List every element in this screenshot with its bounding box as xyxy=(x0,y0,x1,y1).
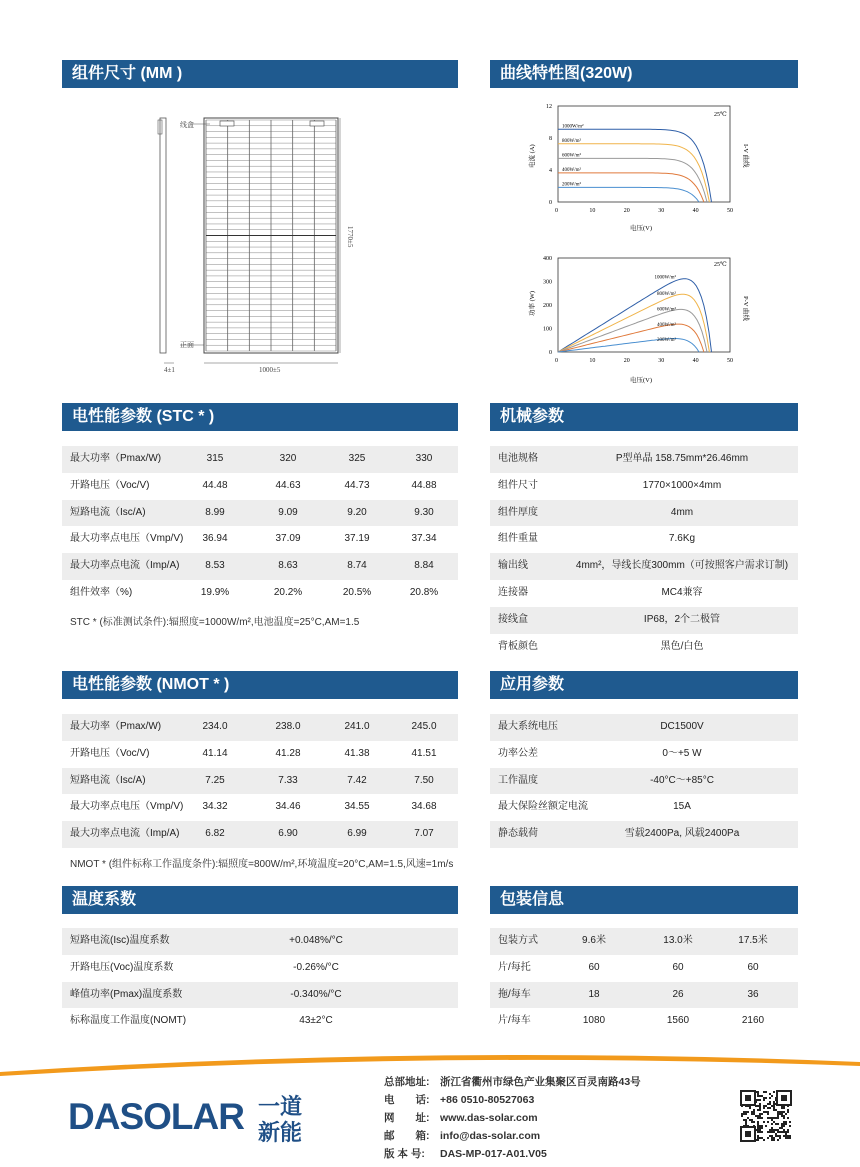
row-value: -0.26%/°C xyxy=(293,961,339,973)
row-label: 组件重量 xyxy=(498,533,538,545)
contact-key: 网 址: xyxy=(384,1112,430,1124)
row-label: 最大功率（Pmax/W) xyxy=(70,453,162,464)
row-value: 7.6Kg xyxy=(668,533,696,545)
row-value: 9.20 xyxy=(347,506,367,518)
row-value: 7.50 xyxy=(414,774,434,786)
x-tick-label: 20 xyxy=(623,358,630,364)
row-value: 雪载2400Pa, 风载2400Pa xyxy=(624,828,740,840)
table-row xyxy=(62,982,458,1009)
table-row xyxy=(490,446,798,473)
iv-temp-label: 25℃ xyxy=(714,112,727,118)
section-header-curve: 曲线特性图(320W) xyxy=(490,60,798,88)
table-row xyxy=(490,982,798,1009)
row-value: 18 xyxy=(588,988,600,1000)
table-row xyxy=(490,473,798,500)
row-label: 最大功率（Pmax/W) xyxy=(70,721,162,732)
table-row xyxy=(490,741,798,768)
x-tick-label: 30 xyxy=(658,208,665,214)
pv-series-label: 1000W/m² xyxy=(654,275,676,281)
row-label: 功率公差 xyxy=(498,747,538,759)
front-label: 正面 xyxy=(180,341,194,349)
table-row xyxy=(62,553,458,580)
row-value: 26 xyxy=(672,988,684,1000)
panel-dimension-drawing xyxy=(150,108,370,376)
contact-key: 版 本 号: xyxy=(384,1148,425,1160)
row-value: 330 xyxy=(415,453,433,464)
mech-table xyxy=(490,446,798,660)
pv-series-line xyxy=(558,339,699,353)
row-value: IP68，2个二极管 xyxy=(643,613,721,625)
contact-line xyxy=(384,1128,704,1146)
row-value: DC1500V xyxy=(660,721,704,732)
row-value: 7.07 xyxy=(414,828,434,840)
row-value: 44.48 xyxy=(202,479,228,491)
iv-series-label: 200W/m² xyxy=(562,182,581,188)
row-value: -40°C～+85°C xyxy=(650,774,714,786)
contact-value: +86 0510-80527063 xyxy=(440,1094,535,1106)
row-value: 8.99 xyxy=(205,506,225,518)
x-tick-label: 40 xyxy=(692,208,699,214)
pv-series-label: 800W/m² xyxy=(657,291,676,297)
app-table xyxy=(490,714,798,848)
row-label: 拖/每车 xyxy=(498,988,531,1000)
x-tick-label: 0 xyxy=(555,358,558,364)
row-value: 7.42 xyxy=(347,774,367,786)
y-tick-label: 100 xyxy=(543,326,552,333)
iv-curve-chart xyxy=(520,98,770,238)
temp-table xyxy=(62,928,458,1035)
row-value: 20.5% xyxy=(342,586,372,598)
table-row xyxy=(490,794,798,821)
table-row xyxy=(490,821,798,848)
pv-series-line xyxy=(558,309,707,352)
table-row xyxy=(62,821,458,848)
row-value: 60 xyxy=(588,961,600,973)
row-value: 8.84 xyxy=(414,560,434,572)
row-value: 315 xyxy=(206,453,224,464)
logo-cn-bottom: 新能 xyxy=(258,1120,303,1145)
row-label: 包装方式 xyxy=(498,935,538,946)
row-label: 输出线 xyxy=(498,560,528,572)
row-value: 6.99 xyxy=(347,828,367,840)
row-value: 20.8% xyxy=(409,586,439,598)
x-tick-label: 50 xyxy=(727,358,733,364)
contact-value: info@das-solar.com xyxy=(440,1130,541,1142)
row-value: 2160 xyxy=(741,1015,765,1027)
row-value: P型单晶 158.75mm*26.46mm xyxy=(615,453,749,464)
footer-contact xyxy=(384,1074,704,1164)
row-value: 34.55 xyxy=(344,801,370,813)
row-label: 最大功率点电流（Imp/A) xyxy=(70,828,180,840)
row-value: 34.68 xyxy=(411,801,437,813)
y-tick-label: 12 xyxy=(546,104,552,110)
section-header-pack: 包装信息 xyxy=(490,886,798,914)
contact-line xyxy=(384,1074,704,1092)
row-value: 8.53 xyxy=(205,560,225,572)
logo-cn-top: 一道 xyxy=(258,1094,303,1119)
x-tick-label: 10 xyxy=(589,208,596,214)
row-value: 4mm xyxy=(670,506,694,518)
iv-series-label: 600W/m² xyxy=(562,153,581,159)
row-value: 41.28 xyxy=(275,747,301,759)
iv-side-label: I-V 曲线 xyxy=(742,144,749,168)
iv-series-line xyxy=(558,158,707,202)
row-label: 短路电流(Isc)温度系数 xyxy=(70,935,170,946)
row-value: 34.46 xyxy=(275,801,301,813)
row-value: 41.14 xyxy=(202,747,228,759)
x-tick-label: 50 xyxy=(727,208,733,214)
contact-key: 电 话: xyxy=(384,1094,430,1106)
row-value: 13.0米 xyxy=(663,935,693,946)
contact-line xyxy=(384,1146,704,1164)
row-label: 背板颜色 xyxy=(498,640,538,652)
row-label: 开路电压（Voc/V) xyxy=(70,747,150,759)
y-tick-label: 0 xyxy=(549,200,552,206)
table-row xyxy=(490,1008,798,1035)
pv-series-label: 400W/m² xyxy=(657,322,676,328)
row-label: 最大系统电压 xyxy=(498,721,558,732)
x-tick-label: 40 xyxy=(692,358,699,364)
row-label: 最大功率点电压（Vmp/V) xyxy=(70,801,184,813)
y-tick-label: 400 xyxy=(543,256,552,262)
row-label: 开路电压(Voc)温度系数 xyxy=(70,961,174,973)
pv-temp-label: 25℃ xyxy=(714,262,727,268)
row-label: 片/每车 xyxy=(498,1015,531,1027)
table-row xyxy=(62,741,458,768)
table-row xyxy=(490,580,798,607)
table-row xyxy=(490,955,798,982)
row-label: 组件尺寸 xyxy=(498,479,538,491)
row-value: 15A xyxy=(673,801,691,813)
row-value: 36 xyxy=(747,988,759,1000)
x-tick-label: 10 xyxy=(589,358,596,364)
stc-note: STC * (标准测试条件):辐照度=1000W/m²,电池温度=25°C,AM=1.5 xyxy=(70,617,360,628)
row-value: MC4兼容 xyxy=(661,586,703,598)
row-value: 黑色/白色 xyxy=(660,640,704,652)
row-label: 连接器 xyxy=(498,586,528,598)
row-value: 44.63 xyxy=(275,479,301,491)
y-tick-label: 200 xyxy=(543,303,552,309)
table-row xyxy=(490,768,798,795)
table-row xyxy=(490,500,798,527)
x-tick-label: 20 xyxy=(623,208,630,214)
contact-line xyxy=(384,1110,704,1128)
row-label: 工作温度 xyxy=(498,774,538,786)
x-tick-label: 30 xyxy=(658,358,665,364)
section-header-app: 应用参数 xyxy=(490,671,798,699)
row-value: 320 xyxy=(279,453,297,464)
row-value: 41.38 xyxy=(344,747,370,759)
row-label: 片/每托 xyxy=(498,961,531,973)
nmot-table xyxy=(62,714,458,848)
table-row xyxy=(62,928,458,955)
table-row xyxy=(62,1008,458,1035)
section-header-nmot: 电性能参数 (NMOT * ) xyxy=(62,671,458,699)
row-value: 60 xyxy=(672,961,684,973)
pv-series-label: 600W/m² xyxy=(657,307,676,313)
row-value: 7.33 xyxy=(278,774,298,786)
logo-text: DASOLAR xyxy=(68,1096,244,1137)
x-tick-label: 0 xyxy=(555,208,558,214)
row-label: 最大保险丝额定电流 xyxy=(498,801,588,813)
row-value: 43±2°C xyxy=(299,1015,333,1027)
row-value: 9.6米 xyxy=(582,935,606,946)
row-label: 最大功率点电流（Imp/A) xyxy=(70,560,180,572)
table-row xyxy=(62,794,458,821)
row-value: 238.0 xyxy=(275,721,301,732)
row-value: 8.63 xyxy=(278,560,298,572)
row-label: 短路电流（Isc/A) xyxy=(70,506,146,518)
contact-value: DAS-MP-017-A01.V05 xyxy=(440,1148,547,1160)
section-header-stc: 电性能参数 (STC * ) xyxy=(62,403,458,431)
row-value: 37.34 xyxy=(411,533,437,545)
table-row xyxy=(490,928,798,955)
row-label: 短路电流（Isc/A) xyxy=(70,774,146,786)
row-label: 静态载荷 xyxy=(498,828,538,840)
row-value: 7.25 xyxy=(205,774,225,786)
row-value: 8.74 xyxy=(347,560,367,572)
nmot-note: NMOT * (组件标称工作温度条件):辐照度=800W/m²,环境温度=20°C,AM=1.5,风速=1m/s xyxy=(70,859,454,870)
junction-box-label: 线盒 xyxy=(180,121,194,129)
table-row xyxy=(62,768,458,795)
table-row xyxy=(62,714,458,741)
row-label: 组件厚度 xyxy=(498,506,538,518)
table-row xyxy=(490,634,798,661)
row-value: 1560 xyxy=(666,1015,690,1027)
row-label: 接线盒 xyxy=(498,613,528,625)
table-row xyxy=(490,526,798,553)
row-value: +0.048%/°C xyxy=(289,935,343,946)
contact-key: 邮 箱: xyxy=(384,1130,430,1142)
section-header-mech: 机械参数 xyxy=(490,403,798,431)
table-row xyxy=(62,473,458,500)
row-value: 9.09 xyxy=(278,506,298,518)
contact-value: www.das-solar.com xyxy=(440,1112,538,1124)
contact-key: 总部地址: xyxy=(384,1076,430,1088)
qr-code-icon xyxy=(738,1088,794,1144)
row-value: 6.82 xyxy=(205,828,225,840)
row-value: 44.88 xyxy=(411,479,437,491)
row-value: 34.32 xyxy=(202,801,228,813)
height-label: 1770±5 xyxy=(346,226,354,248)
table-row xyxy=(62,500,458,527)
y-tick-label: 8 xyxy=(549,136,552,142)
row-value: 44.73 xyxy=(344,479,370,491)
row-value: 241.0 xyxy=(344,721,370,732)
row-value: 0～+5 W xyxy=(662,747,702,759)
width-label: 1000±5 xyxy=(259,366,281,374)
row-value: 245.0 xyxy=(411,721,437,732)
y-tick-label: 300 xyxy=(543,279,552,286)
row-label: 峰值功率(Pmax)温度系数 xyxy=(70,988,183,1000)
iv-series-label: 800W/m² xyxy=(562,138,581,144)
stc-table xyxy=(62,446,458,607)
row-value: 6.90 xyxy=(278,828,298,840)
row-value: 37.09 xyxy=(275,533,301,545)
row-value: 325 xyxy=(348,453,366,464)
row-label: 电池规格 xyxy=(498,453,538,464)
pv-curve-chart xyxy=(520,250,770,390)
row-value: -0.340%/°C xyxy=(290,988,342,1000)
row-value: 234.0 xyxy=(202,721,228,732)
row-value: 1770×1000×4mm xyxy=(642,479,722,491)
row-label: 最大功率点电压（Vmp/V) xyxy=(70,533,184,545)
y-tick-label: 4 xyxy=(549,168,552,174)
row-label: 标称温度工作温度(NOMT) xyxy=(70,1015,187,1027)
row-value: 37.19 xyxy=(344,533,370,545)
pack-table xyxy=(490,928,798,1035)
table-row xyxy=(490,553,798,580)
y-tick-label: 0 xyxy=(549,350,552,356)
table-row xyxy=(490,607,798,634)
iv-series-label: 1000W/m² xyxy=(562,124,584,130)
contact-value: 浙江省衢州市绿色产业集聚区百灵南路43号 xyxy=(440,1076,641,1088)
pv-series-label: 200W/m² xyxy=(657,337,676,343)
table-row xyxy=(490,714,798,741)
row-value: 1080 xyxy=(582,1015,606,1027)
row-value: 17.5米 xyxy=(738,935,768,946)
iv-xlabel: 电压(V) xyxy=(630,225,653,232)
row-value: 19.9% xyxy=(200,586,230,598)
row-label: 开路电压（Voc/V) xyxy=(70,479,150,491)
table-row xyxy=(62,446,458,473)
row-value: 20.2% xyxy=(273,586,303,598)
section-header-temp: 温度系数 xyxy=(62,886,458,914)
row-value: 36.94 xyxy=(202,533,228,545)
thickness-label: 4±1 xyxy=(164,366,175,374)
iv-ylabel: 电流 (A) xyxy=(529,144,536,168)
row-value: 41.51 xyxy=(411,747,437,759)
table-row xyxy=(62,955,458,982)
company-logo xyxy=(68,1092,318,1144)
row-value: 60 xyxy=(747,961,759,973)
contact-line xyxy=(384,1092,704,1110)
row-label: 组件效率（%) xyxy=(70,586,133,598)
pv-side-label: P-V 曲线 xyxy=(742,296,749,321)
row-value: 9.30 xyxy=(414,506,434,518)
section-header-dims: 组件尺寸 (MM ) xyxy=(62,60,458,88)
table-row xyxy=(62,580,458,607)
iv-series-line xyxy=(558,187,699,202)
iv-series-label: 400W/m² xyxy=(562,167,581,173)
pv-ylabel: 功率 (W) xyxy=(529,290,536,316)
row-value: 4mm²，导线长度300mm（可按照客户需求订制) xyxy=(575,560,789,572)
pv-xlabel: 电压(V) xyxy=(630,377,653,384)
table-row xyxy=(62,526,458,553)
